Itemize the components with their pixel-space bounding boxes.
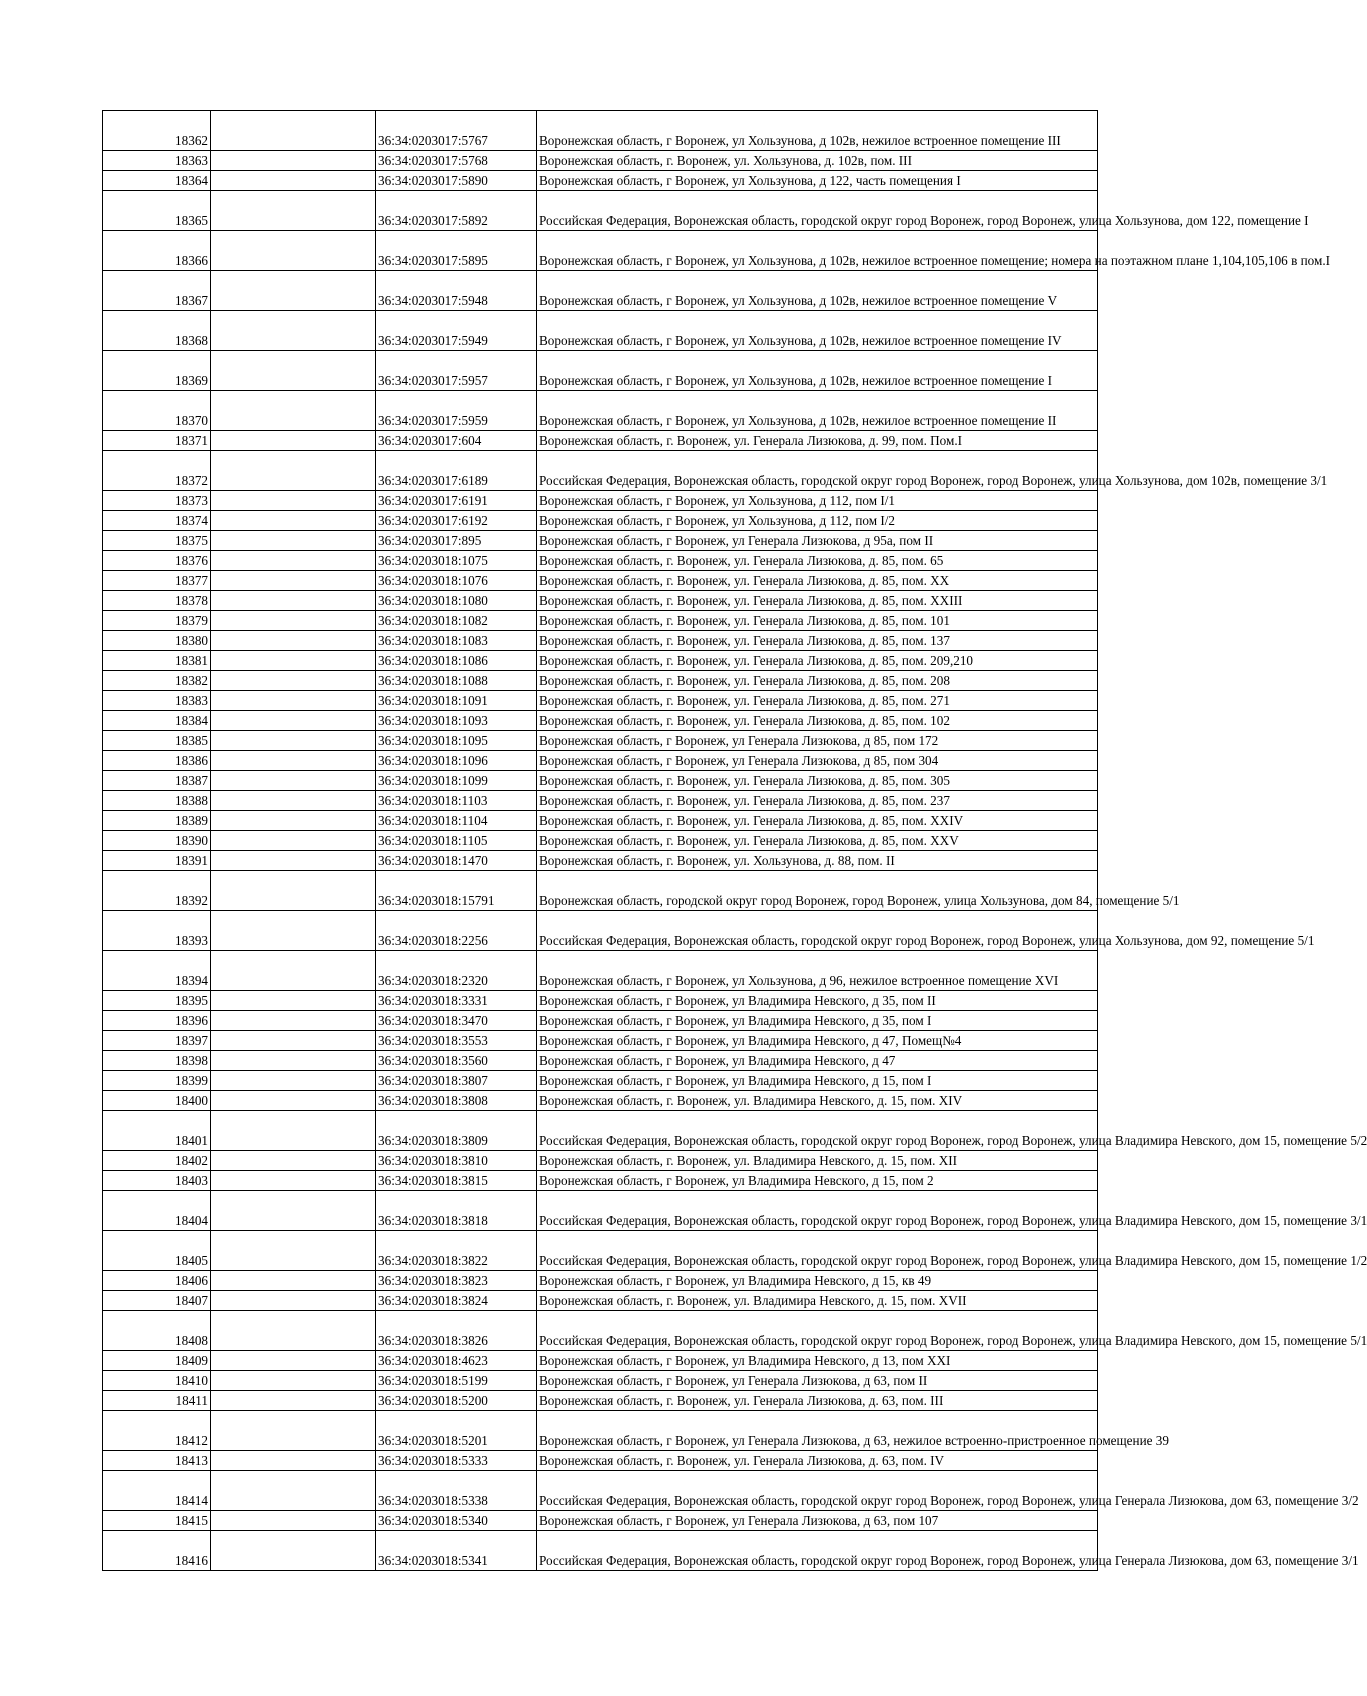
empty-cell <box>211 611 376 631</box>
empty-cell <box>211 1351 376 1371</box>
empty-cell <box>211 1531 376 1571</box>
row-number: 18397 <box>103 1031 211 1051</box>
row-number: 18379 <box>103 611 211 631</box>
table-row <box>103 311 1098 351</box>
cadastral-number: 36:34:0203018:1083 <box>376 631 537 651</box>
row-number: 18412 <box>103 1411 211 1451</box>
address: Российская Федерация, Воронежская область, городской округ город Воронеж, город Воронеж, улица Владимира Невского, дом 15, помещение 5/2 <box>537 1111 1098 1151</box>
cadastral-number: 36:34:0203018:1095 <box>376 731 537 751</box>
table-row <box>103 231 1098 271</box>
table-row <box>103 271 1098 311</box>
row-number: 18362 <box>103 111 211 151</box>
empty-cell <box>211 111 376 151</box>
row-number: 18384 <box>103 711 211 731</box>
row-number: 18411 <box>103 1391 211 1411</box>
address: Воронежская область, г Воронеж, ул Генерала Лизюкова, д 63, пом 107 <box>537 1511 1098 1531</box>
address: Воронежская область, г. Воронеж, ул. Генерала Лизюкова, д. 85, пом. 208 <box>537 671 1098 691</box>
empty-cell <box>211 671 376 691</box>
table-row <box>103 151 1098 171</box>
empty-cell <box>211 1091 376 1111</box>
row-number: 18408 <box>103 1311 211 1351</box>
cadastral-number: 36:34:0203018:5200 <box>376 1391 537 1411</box>
cadastral-number: 36:34:0203018:3470 <box>376 1011 537 1031</box>
cadastral-number: 36:34:0203018:1096 <box>376 751 537 771</box>
table-row <box>103 1411 1098 1451</box>
row-number: 18410 <box>103 1371 211 1391</box>
table-row <box>103 751 1098 771</box>
row-number: 18381 <box>103 651 211 671</box>
empty-cell <box>211 311 376 351</box>
cadastral-number: 36:34:0203017:604 <box>376 431 537 451</box>
empty-cell <box>211 1191 376 1231</box>
empty-cell <box>211 871 376 911</box>
empty-cell <box>211 491 376 511</box>
empty-cell <box>211 511 376 531</box>
address: Воронежская область, г Воронеж, ул Владимира Невского, д 47, Помещ№4 <box>537 1031 1098 1051</box>
cadastral-number: 36:34:0203018:1470 <box>376 851 537 871</box>
empty-cell <box>211 571 376 591</box>
table-row <box>103 1091 1098 1111</box>
address: Воронежская область, г Воронеж, ул Генерала Лизюкова, д 63, пом II <box>537 1371 1098 1391</box>
table-row <box>103 1531 1098 1571</box>
cadastral-number: 36:34:0203018:5333 <box>376 1451 537 1471</box>
address: Воронежская область, г. Воронеж, ул. Генерала Лизюкова, д. 85, пом. 65 <box>537 551 1098 571</box>
address: Воронежская область, г. Воронеж, ул. Генерала Лизюкова, д. 63, пом. IV <box>537 1451 1098 1471</box>
empty-cell <box>211 731 376 751</box>
address: Воронежская область, г Воронеж, ул Хользунова, д 112, пом I/2 <box>537 511 1098 531</box>
row-number: 18401 <box>103 1111 211 1151</box>
cadastral-number: 36:34:0203018:4623 <box>376 1351 537 1371</box>
cadastral-number: 36:34:0203018:1091 <box>376 691 537 711</box>
cadastral-number: 36:34:0203017:5895 <box>376 231 537 271</box>
address: Воронежская область, г Воронеж, ул Владимира Невского, д 15, кв 49 <box>537 1271 1098 1291</box>
address: Воронежская область, г Воронеж, ул Владимира Невского, д 13, пом XXI <box>537 1351 1098 1371</box>
empty-cell <box>211 531 376 551</box>
cadastral-number: 36:34:0203018:3553 <box>376 1031 537 1051</box>
empty-cell <box>211 1071 376 1091</box>
empty-cell <box>211 1031 376 1051</box>
empty-cell <box>211 1291 376 1311</box>
row-number: 18409 <box>103 1351 211 1371</box>
cadastral-number: 36:34:0203018:3808 <box>376 1091 537 1111</box>
empty-cell <box>211 651 376 671</box>
table-row <box>103 1051 1098 1071</box>
cadastral-number: 36:34:0203018:3823 <box>376 1271 537 1291</box>
empty-cell <box>211 551 376 571</box>
cadastral-number: 36:34:0203017:5892 <box>376 191 537 231</box>
cadastral-number: 36:34:0203018:5341 <box>376 1531 537 1571</box>
cadastral-number: 36:34:0203018:3826 <box>376 1311 537 1351</box>
row-number: 18403 <box>103 1171 211 1191</box>
table-row <box>103 451 1098 491</box>
address: Воронежская область, городской округ город Воронеж, город Воронеж, улица Хользунова, дом 84, помещение 5/1 <box>537 871 1098 911</box>
address: Воронежская область, г. Воронеж, ул. Генерала Лизюкова, д. 99, пом. Пом.I <box>537 431 1098 451</box>
table-row <box>103 731 1098 751</box>
table-row <box>103 1511 1098 1531</box>
address: Воронежская область, г Воронеж, ул Владимира Невского, д 35, пом I <box>537 1011 1098 1031</box>
table-row <box>103 1471 1098 1511</box>
table-row <box>103 771 1098 791</box>
row-number: 18385 <box>103 731 211 751</box>
row-number: 18366 <box>103 231 211 271</box>
row-number: 18383 <box>103 691 211 711</box>
cadastral-number: 36:34:0203018:1105 <box>376 831 537 851</box>
cadastral-number: 36:34:0203018:2320 <box>376 951 537 991</box>
empty-cell <box>211 271 376 311</box>
empty-cell <box>211 231 376 271</box>
table-row <box>103 1351 1098 1371</box>
table-row <box>103 711 1098 731</box>
address: Российская Федерация, Воронежская область, городской округ город Воронеж, город Воронеж, улица Хользунова, дом 122, помещение I <box>537 191 1098 231</box>
registry-table <box>102 110 1367 1571</box>
table-row <box>103 111 1098 151</box>
cadastral-number: 36:34:0203017:6191 <box>376 491 537 511</box>
table-row <box>103 1291 1098 1311</box>
address: Воронежская область, г Воронеж, ул Хользунова, д 102в, нежилое встроенное помещение; номера на поэтажном плане 1,104,105,106 в пом.I <box>537 231 1098 271</box>
table-row <box>103 991 1098 1011</box>
cadastral-number: 36:34:0203017:5767 <box>376 111 537 151</box>
table-row <box>103 1271 1098 1291</box>
empty-cell <box>211 431 376 451</box>
address: Воронежская область, г. Воронеж, ул. Хользунова, д. 102в, пом. III <box>537 151 1098 171</box>
row-number: 18394 <box>103 951 211 991</box>
cadastral-number: 36:34:0203017:5768 <box>376 151 537 171</box>
address: Российская Федерация, Воронежская область, городской округ город Воронеж, город Воронеж, улица Владимира Невского, дом 15, помещение 3/1 <box>537 1191 1098 1231</box>
address: Воронежская область, г. Воронеж, ул. Генерала Лизюкова, д. 85, пом. 209,210 <box>537 651 1098 671</box>
row-number: 18368 <box>103 311 211 351</box>
cadastral-number: 36:34:0203018:3824 <box>376 1291 537 1311</box>
table-row <box>103 671 1098 691</box>
cadastral-number: 36:34:0203018:3815 <box>376 1171 537 1191</box>
table-row <box>103 191 1098 231</box>
address: Воронежская область, г Воронеж, ул Генерала Лизюкова, д 85, пом 304 <box>537 751 1098 771</box>
cadastral-number: 36:34:0203018:5338 <box>376 1471 537 1511</box>
address: Воронежская область, г. Воронеж, ул. Генерала Лизюкова, д. 85, пом. XXIV <box>537 811 1098 831</box>
address: Российская Федерация, Воронежская область, городской округ город Воронеж, город Воронеж, улица Генерала Лизюкова, дом 63, помещение 3/1 <box>537 1531 1098 1571</box>
table-row <box>103 1071 1098 1091</box>
row-number: 18414 <box>103 1471 211 1511</box>
empty-cell <box>211 391 376 431</box>
row-number: 18374 <box>103 511 211 531</box>
empty-cell <box>211 831 376 851</box>
cadastral-number: 36:34:0203018:1086 <box>376 651 537 671</box>
row-number: 18398 <box>103 1051 211 1071</box>
address: Воронежская область, г. Воронеж, ул. Генерала Лизюкова, д. 85, пом. 271 <box>537 691 1098 711</box>
cadastral-number: 36:34:0203018:3810 <box>376 1151 537 1171</box>
empty-cell <box>211 991 376 1011</box>
cadastral-number: 36:34:0203017:5948 <box>376 271 537 311</box>
address: Воронежская область, г Воронеж, ул Хользунова, д 112, пом I/1 <box>537 491 1098 511</box>
cadastral-number: 36:34:0203018:5199 <box>376 1371 537 1391</box>
address: Воронежская область, г Воронеж, ул Владимира Невского, д 35, пом II <box>537 991 1098 1011</box>
table-row <box>103 851 1098 871</box>
empty-cell <box>211 1171 376 1191</box>
row-number: 18369 <box>103 351 211 391</box>
cadastral-number: 36:34:0203018:5201 <box>376 1411 537 1451</box>
address: Воронежская область, г. Воронеж, ул. Генерала Лизюкова, д. 63, пом. III <box>537 1391 1098 1411</box>
cadastral-number: 36:34:0203018:3822 <box>376 1231 537 1271</box>
address: Воронежская область, г. Воронеж, ул. Хользунова, д. 88, пом. II <box>537 851 1098 871</box>
empty-cell <box>211 591 376 611</box>
empty-cell <box>211 951 376 991</box>
row-number: 18380 <box>103 631 211 651</box>
empty-cell <box>211 351 376 391</box>
cadastral-number: 36:34:0203018:15791 <box>376 871 537 911</box>
table-row <box>103 551 1098 571</box>
cadastral-number: 36:34:0203018:1088 <box>376 671 537 691</box>
cadastral-number: 36:34:0203018:3560 <box>376 1051 537 1071</box>
cadastral-number: 36:34:0203017:6189 <box>376 451 537 491</box>
cadastral-number: 36:34:0203018:1093 <box>376 711 537 731</box>
address: Воронежская область, г. Воронеж, ул. Владимира Невского, д. 15, пом. XII <box>537 1151 1098 1171</box>
address: Воронежская область, г Воронеж, ул Генерала Лизюкова, д 63, нежилое встроенно-пристроенное помещение 39 <box>537 1411 1098 1451</box>
table-row <box>103 911 1098 951</box>
address: Российская Федерация, Воронежская область, городской округ город Воронеж, город Воронеж, улица Хользунова, дом 92, помещение 5/1 <box>537 911 1098 951</box>
address: Воронежская область, г Воронеж, ул Хользунова, д 102в, нежилое встроенное помещение V <box>537 271 1098 311</box>
cadastral-number: 36:34:0203018:1103 <box>376 791 537 811</box>
row-number: 18396 <box>103 1011 211 1031</box>
address: Воронежская область, г. Воронеж, ул. Генерала Лизюкова, д. 85, пом. 101 <box>537 611 1098 631</box>
table-row <box>103 511 1098 531</box>
empty-cell <box>211 911 376 951</box>
row-number: 18375 <box>103 531 211 551</box>
empty-cell <box>211 1051 376 1071</box>
row-number: 18404 <box>103 1191 211 1231</box>
cadastral-number: 36:34:0203018:2256 <box>376 911 537 951</box>
table-row <box>103 391 1098 431</box>
address: Воронежская область, г. Воронеж, ул. Владимира Невского, д. 15, пом. XIV <box>537 1091 1098 1111</box>
cadastral-number: 36:34:0203017:5890 <box>376 171 537 191</box>
table-row <box>103 431 1098 451</box>
address: Воронежская область, г Воронеж, ул Хользунова, д 102в, нежилое встроенное помещение III <box>537 111 1098 151</box>
row-number: 18367 <box>103 271 211 311</box>
address: Российская Федерация, Воронежская область, городской округ город Воронеж, город Воронеж, улица Генерала Лизюкова, дом 63, помещение 3/2 <box>537 1471 1098 1511</box>
table-row <box>103 531 1098 551</box>
row-number: 18391 <box>103 851 211 871</box>
row-number: 18371 <box>103 431 211 451</box>
row-number: 18378 <box>103 591 211 611</box>
row-number: 18365 <box>103 191 211 231</box>
row-number: 18402 <box>103 1151 211 1171</box>
cadastral-number: 36:34:0203018:3807 <box>376 1071 537 1091</box>
row-number: 18382 <box>103 671 211 691</box>
table-row <box>103 631 1098 651</box>
empty-cell <box>211 1391 376 1411</box>
cadastral-number: 36:34:0203018:1076 <box>376 571 537 591</box>
row-number: 18406 <box>103 1271 211 1291</box>
row-number: 18390 <box>103 831 211 851</box>
empty-cell <box>211 691 376 711</box>
table-row <box>103 611 1098 631</box>
row-number: 18405 <box>103 1231 211 1271</box>
address: Воронежская область, г. Воронеж, ул. Генерала Лизюкова, д. 85, пом. 237 <box>537 791 1098 811</box>
row-number: 18387 <box>103 771 211 791</box>
empty-cell <box>211 791 376 811</box>
row-number: 18373 <box>103 491 211 511</box>
table-row <box>103 651 1098 671</box>
table-row <box>103 351 1098 391</box>
registry-table-body <box>103 111 1367 1571</box>
empty-cell <box>211 1511 376 1531</box>
empty-cell <box>211 851 376 871</box>
empty-cell <box>211 451 376 491</box>
address: Воронежская область, г Воронеж, ул Хользунова, д 96, нежилое встроенное помещение XVI <box>537 951 1098 991</box>
row-number: 18413 <box>103 1451 211 1471</box>
address: Воронежская область, г. Воронеж, ул. Генерала Лизюкова, д. 85, пом. 137 <box>537 631 1098 651</box>
table-row <box>103 1151 1098 1171</box>
address: Российская Федерация, Воронежская область, городской округ город Воронеж, город Воронеж, улица Хользунова, дом 102в, помещение 3/1 <box>537 451 1098 491</box>
empty-cell <box>211 811 376 831</box>
cadastral-number: 36:34:0203018:1104 <box>376 811 537 831</box>
table-row <box>103 1391 1098 1411</box>
empty-cell <box>211 1231 376 1271</box>
row-number: 18377 <box>103 571 211 591</box>
cadastral-number: 36:34:0203018:5340 <box>376 1511 537 1531</box>
address: Российская Федерация, Воронежская область, городской округ город Воронеж, город Воронеж, улица Владимира Невского, дом 15, помещение 5/1 <box>537 1311 1098 1351</box>
empty-cell <box>211 711 376 731</box>
row-number: 18416 <box>103 1531 211 1571</box>
table-row <box>103 491 1098 511</box>
row-number: 18364 <box>103 171 211 191</box>
address: Воронежская область, г Воронеж, ул Владимира Невского, д 47 <box>537 1051 1098 1071</box>
table-row <box>103 1311 1098 1351</box>
row-number: 18386 <box>103 751 211 771</box>
cadastral-number: 36:34:0203018:1075 <box>376 551 537 571</box>
empty-cell <box>211 171 376 191</box>
row-number: 18399 <box>103 1071 211 1091</box>
empty-cell <box>211 1271 376 1291</box>
cadastral-number: 36:34:0203018:3818 <box>376 1191 537 1231</box>
empty-cell <box>211 1471 376 1511</box>
table-row <box>103 831 1098 851</box>
cadastral-number: 36:34:0203018:3331 <box>376 991 537 1011</box>
table-row <box>103 1111 1098 1151</box>
row-number: 18395 <box>103 991 211 1011</box>
row-number: 18400 <box>103 1091 211 1111</box>
cadastral-number: 36:34:0203018:3809 <box>376 1111 537 1151</box>
empty-cell <box>211 771 376 791</box>
table-row <box>103 811 1098 831</box>
cadastral-number: 36:34:0203017:5959 <box>376 391 537 431</box>
table-row <box>103 791 1098 811</box>
table-row <box>103 1191 1098 1231</box>
cadastral-number: 36:34:0203018:1080 <box>376 591 537 611</box>
address: Воронежская область, г. Воронеж, ул. Генерала Лизюкова, д. 85, пом. XX <box>537 571 1098 591</box>
table-row <box>103 1171 1098 1191</box>
row-number: 18389 <box>103 811 211 831</box>
table-row <box>103 1031 1098 1051</box>
address: Российская Федерация, Воронежская область, городской округ город Воронеж, город Воронеж, улица Владимира Невского, дом 15, помещение 1/2 <box>537 1231 1098 1271</box>
cadastral-number: 36:34:0203017:5957 <box>376 351 537 391</box>
row-number: 18372 <box>103 451 211 491</box>
address: Воронежская область, г Воронеж, ул Хользунова, д 122, часть помещения I <box>537 171 1098 191</box>
row-number: 18370 <box>103 391 211 431</box>
empty-cell <box>211 1371 376 1391</box>
address: Воронежская область, г. Воронеж, ул. Генерала Лизюкова, д. 85, пом. XXV <box>537 831 1098 851</box>
empty-cell <box>211 751 376 771</box>
empty-cell <box>211 1011 376 1031</box>
empty-cell <box>211 191 376 231</box>
row-number: 18388 <box>103 791 211 811</box>
cadastral-number: 36:34:0203017:5949 <box>376 311 537 351</box>
table-row <box>103 571 1098 591</box>
table-row <box>103 951 1098 991</box>
cadastral-number: 36:34:0203018:1099 <box>376 771 537 791</box>
empty-cell <box>211 631 376 651</box>
row-number: 18407 <box>103 1291 211 1311</box>
cadastral-number: 36:34:0203018:1082 <box>376 611 537 631</box>
address: Воронежская область, г. Воронеж, ул. Генерала Лизюкова, д. 85, пом. XXIII <box>537 591 1098 611</box>
row-number: 18415 <box>103 1511 211 1531</box>
address: Воронежская область, г Воронеж, ул Владимира Невского, д 15, пом I <box>537 1071 1098 1091</box>
row-number: 18363 <box>103 151 211 171</box>
empty-cell <box>211 1411 376 1451</box>
empty-cell <box>211 1111 376 1151</box>
table-row <box>103 871 1098 911</box>
table-row <box>103 591 1098 611</box>
row-number: 18393 <box>103 911 211 951</box>
address: Воронежская область, г. Воронеж, ул. Генерала Лизюкова, д. 85, пом. 102 <box>537 711 1098 731</box>
address: Воронежская область, г. Воронеж, ул. Генерала Лизюкова, д. 85, пом. 305 <box>537 771 1098 791</box>
address: Воронежская область, г Воронеж, ул Владимира Невского, д 15, пом 2 <box>537 1171 1098 1191</box>
table-row <box>103 1011 1098 1031</box>
cadastral-number: 36:34:0203017:895 <box>376 531 537 551</box>
empty-cell <box>211 1151 376 1171</box>
address: Воронежская область, г Воронеж, ул Генерала Лизюкова, д 85, пом 172 <box>537 731 1098 751</box>
empty-cell <box>211 1451 376 1471</box>
empty-cell <box>211 151 376 171</box>
table-row <box>103 1371 1098 1391</box>
address: Воронежская область, г Воронеж, ул Хользунова, д 102в, нежилое встроенное помещение I <box>537 351 1098 391</box>
address: Воронежская область, г Воронеж, ул Хользунова, д 102в, нежилое встроенное помещение IV <box>537 311 1098 351</box>
address: Воронежская область, г Воронеж, ул Хользунова, д 102в, нежилое встроенное помещение II <box>537 391 1098 431</box>
table-row <box>103 1451 1098 1471</box>
table-row <box>103 691 1098 711</box>
empty-cell <box>211 1311 376 1351</box>
table-row <box>103 1231 1098 1271</box>
address: Воронежская область, г Воронеж, ул Генерала Лизюкова, д 95а, пом II <box>537 531 1098 551</box>
table-row <box>103 171 1098 191</box>
row-number: 18392 <box>103 871 211 911</box>
address: Воронежская область, г. Воронеж, ул. Владимира Невского, д. 15, пом. XVII <box>537 1291 1098 1311</box>
row-number: 18376 <box>103 551 211 571</box>
cadastral-number: 36:34:0203017:6192 <box>376 511 537 531</box>
